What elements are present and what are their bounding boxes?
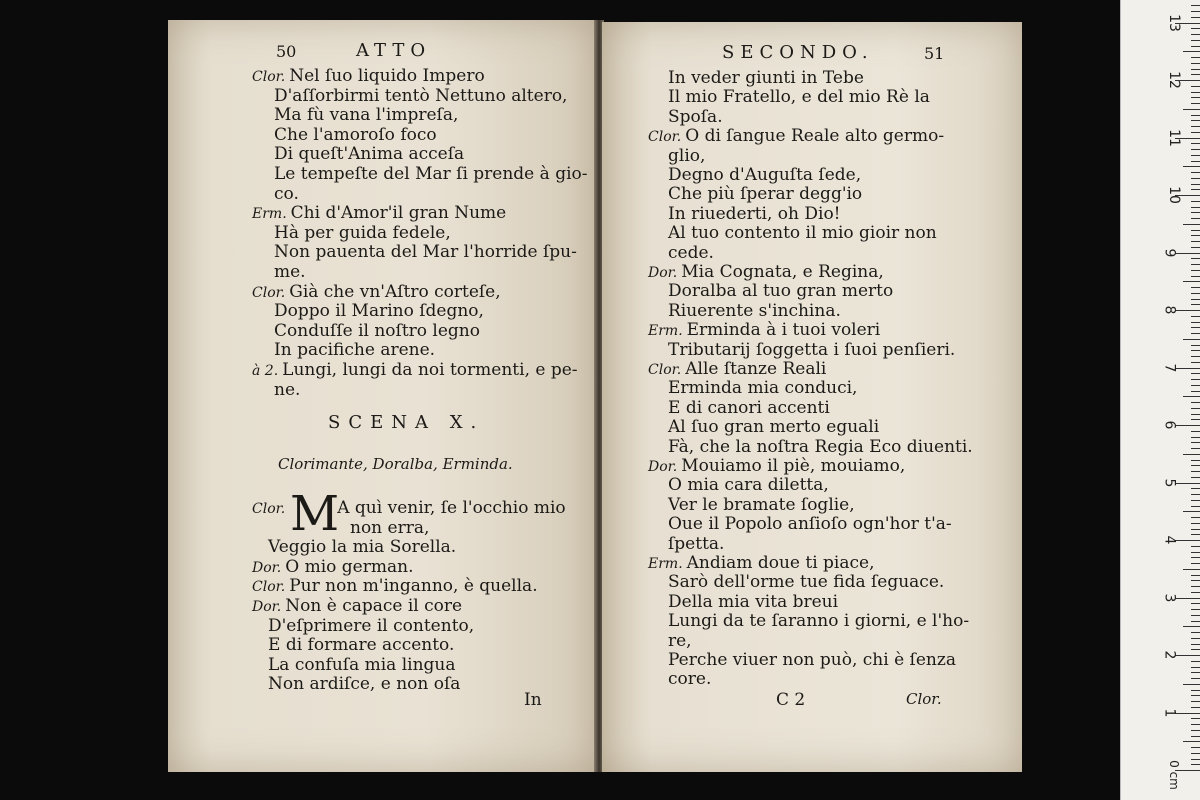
- text-line: [252, 203, 506, 224]
- right-page: [602, 22, 1022, 772]
- ruler-tick: [1183, 166, 1200, 167]
- text-line: [648, 456, 905, 477]
- ruler-tick: [1191, 546, 1200, 547]
- verse-text: Sarò dell'orme tue fida ſeguace.: [668, 572, 945, 593]
- text-line: [668, 243, 714, 263]
- text-line: [668, 417, 879, 437]
- ruler-tick: [1175, 368, 1200, 369]
- speaker-label: Clor.: [252, 69, 286, 85]
- ruler-tick: [1175, 425, 1200, 426]
- text-line: [648, 359, 826, 380]
- ruler-tick: [1191, 69, 1200, 70]
- ruler-tick: [1191, 17, 1200, 18]
- speaker-label: Erm.: [648, 323, 683, 340]
- ruler-tick: [1191, 120, 1200, 121]
- ruler-tick: [1191, 28, 1200, 29]
- ruler-tick: [1191, 736, 1200, 737]
- ruler-tick: [1191, 701, 1200, 702]
- ruler-tick: [1191, 385, 1200, 386]
- verse-text: Perche viuer non può, chi è ſenza: [668, 650, 956, 670]
- ruler-tick: [1183, 569, 1200, 570]
- ruler-tick: [1191, 471, 1200, 472]
- text-line: [274, 86, 567, 106]
- ruler-tick: [1183, 224, 1200, 225]
- verse-text: Alle ſtanze Reali: [685, 359, 827, 379]
- text-line: [274, 223, 451, 243]
- text-line: [274, 184, 299, 204]
- speaker-label: Clor.: [648, 129, 682, 146]
- ruler-tick: [1191, 442, 1200, 443]
- verse-text: Il mio Fratello, e del mio Rè la: [668, 87, 930, 108]
- ruler-unit-label: 0 cm: [1166, 760, 1181, 790]
- verse-text: O di ſangue Reale alto germo-: [685, 126, 945, 147]
- ruler-tick: [1191, 34, 1200, 35]
- ruler-tick: [1175, 310, 1200, 311]
- ruler-tick: [1191, 391, 1200, 392]
- signature-mark: C 2: [776, 690, 806, 710]
- text-line: [252, 557, 413, 578]
- verse-text: Della mia vita breui: [668, 591, 839, 612]
- ruler-tick: [1191, 373, 1200, 374]
- verse-text: Spoſa.: [668, 106, 723, 127]
- verse-text: D'eſprimere il contento,: [268, 615, 475, 636]
- verse-text: In veder giunti in Tebe: [668, 68, 864, 88]
- verse-text: Veggio la mia Sorella.: [268, 537, 457, 558]
- ruler-number: 1: [1161, 708, 1178, 717]
- ruler-number: 4: [1161, 535, 1178, 545]
- ruler-tick: [1191, 46, 1200, 47]
- text-line: [268, 674, 460, 694]
- verse-text: Mouiamo il piè, mouiamo,: [681, 456, 906, 476]
- verse-text: re,: [668, 630, 692, 651]
- measuring-ruler: [1120, 0, 1200, 800]
- ruler-tick: [1183, 741, 1200, 742]
- ruler-tick: [1191, 730, 1200, 731]
- ruler-tick: [1191, 718, 1200, 719]
- ruler-tick: [1191, 402, 1200, 403]
- verse-text: cede.: [668, 242, 714, 263]
- ruler-tick: [1191, 362, 1200, 363]
- ruler-tick: [1191, 414, 1200, 415]
- ruler-tick: [1191, 494, 1200, 495]
- verse-text: Ma fù vana l'impreſa,: [274, 105, 459, 126]
- ruler-number: 9: [1161, 248, 1178, 257]
- text-line: [668, 437, 973, 457]
- text-line: [252, 576, 538, 597]
- ruler-tick: [1191, 287, 1200, 288]
- verse-text: E di formare accento.: [268, 635, 455, 656]
- ruler-tick: [1183, 281, 1200, 282]
- text-line: [252, 282, 501, 303]
- ruler-tick: [1183, 454, 1200, 455]
- ruler-number: 11: [1165, 128, 1182, 147]
- ruler-tick: [1191, 350, 1200, 351]
- ruler-tick: [1191, 448, 1200, 449]
- ruler-tick: [1191, 437, 1200, 438]
- verse-text: A quì venir, ſe l'occhio mio: [337, 498, 566, 518]
- text-line: [274, 340, 435, 360]
- verse-text: Le tempeſte del Mar ſi prende à gio-: [274, 164, 588, 184]
- verse-text: O mio german.: [285, 556, 414, 577]
- ruler-tick: [1191, 419, 1200, 420]
- text-line: [268, 635, 454, 655]
- text-line: [274, 144, 464, 164]
- text-line: [668, 534, 724, 554]
- ruler-tick: [1191, 230, 1200, 231]
- text-line: [252, 498, 566, 519]
- verse-text: Lungi da te ſaranno i giorni, e l'ho-: [668, 611, 970, 632]
- text-line: [668, 514, 952, 534]
- ruler-tick: [1191, 57, 1200, 58]
- ruler-number: 3: [1161, 593, 1178, 602]
- text-line: [668, 398, 830, 418]
- speaker-label: Dor.: [648, 459, 678, 475]
- verse-text: non erra,: [350, 517, 430, 538]
- ruler-tick: [1183, 684, 1200, 685]
- verse-text: E di canori accenti: [668, 397, 830, 418]
- ruler-tick: [1191, 97, 1200, 98]
- ruler-tick: [1191, 178, 1200, 179]
- text-line: [668, 184, 862, 204]
- ruler-tick: [1191, 523, 1200, 524]
- text-line: [274, 125, 437, 145]
- verse-text: In riuederti, oh Dio!: [668, 203, 841, 224]
- ruler-tick: [1191, 465, 1200, 466]
- text-line: [274, 164, 588, 184]
- ruler-number: 5: [1161, 478, 1178, 487]
- verse-text: me.: [274, 262, 306, 282]
- text-line: [274, 105, 458, 125]
- ruler-tick: [1175, 540, 1200, 541]
- left-page: [168, 20, 596, 772]
- verse-text: Doralba al tuo gran merto: [668, 281, 894, 302]
- ruler-tick: [1191, 695, 1200, 696]
- ruler-number: 2: [1161, 650, 1178, 660]
- speaker-label: Dor.: [252, 559, 282, 576]
- text-line: [668, 68, 864, 88]
- verse-text: Pur non m'inganno, è quella.: [289, 576, 538, 597]
- ruler-tick: [1191, 500, 1200, 501]
- text-line: [648, 262, 884, 283]
- ruler-tick: [1191, 764, 1200, 765]
- verse-text: Nel ſuo liquido Impero: [289, 66, 485, 86]
- ruler-tick: [1191, 580, 1200, 581]
- ruler-tick: [1191, 258, 1200, 259]
- ruler-tick: [1191, 345, 1200, 346]
- ruler-tick: [1191, 667, 1200, 668]
- ruler-tick: [1191, 690, 1200, 691]
- ruler-tick: [1191, 86, 1200, 87]
- text-line: [668, 223, 937, 243]
- verse-text: Andiam doue ti piace,: [686, 553, 875, 573]
- ruler-tick: [1191, 322, 1200, 323]
- ruler-tick: [1191, 316, 1200, 317]
- text-line: [274, 380, 300, 400]
- text-line: [648, 320, 880, 341]
- ruler-tick: [1183, 339, 1200, 340]
- ruler-tick: [1191, 40, 1200, 41]
- ruler-tick: [1191, 189, 1200, 190]
- catchword-right: Clor.: [906, 690, 942, 708]
- ruler-tick: [1191, 644, 1200, 645]
- ruler-tick: [1191, 327, 1200, 328]
- verse-text: Doppo il Marino ſdegno,: [274, 301, 484, 322]
- ruler-tick: [1191, 299, 1200, 300]
- ruler-tick: [1191, 293, 1200, 294]
- ruler-tick: [1191, 408, 1200, 409]
- ruler-tick: [1175, 598, 1200, 599]
- text-line: [668, 146, 705, 166]
- ruler-tick: [1191, 638, 1200, 639]
- text-line: [668, 475, 829, 495]
- ruler-tick: [1183, 396, 1200, 397]
- text-line: [268, 537, 456, 557]
- ruler-tick: [1191, 431, 1200, 432]
- ruler-tick: [1191, 563, 1200, 564]
- text-line: [668, 650, 956, 670]
- catchword-left: In: [524, 690, 542, 710]
- ruler-tick: [1191, 63, 1200, 64]
- ruler-tick: [1191, 615, 1200, 616]
- ruler-tick: [1191, 184, 1200, 185]
- verse-text: La confuſa mia lingua: [268, 654, 456, 675]
- text-line: [668, 165, 861, 185]
- verse-text: Erminda mia conduci,: [668, 378, 858, 399]
- ruler-tick: [1191, 333, 1200, 334]
- verse-text: co.: [274, 183, 299, 204]
- speaker-label: Dor.: [648, 265, 678, 281]
- speaker-label: Clor.: [252, 284, 286, 301]
- ruler-tick: [1191, 247, 1200, 248]
- page-number-left: 50: [276, 42, 297, 61]
- ruler-tick: [1191, 207, 1200, 208]
- verse-text: Chi d'Amor'il gran Nume: [290, 203, 507, 224]
- text-line: [668, 340, 955, 360]
- ruler-tick: [1191, 143, 1200, 144]
- ruler-tick: [1191, 11, 1200, 12]
- ruler-tick: [1191, 506, 1200, 507]
- text-line: [668, 669, 711, 689]
- verse-text: In pacifiche arene.: [274, 340, 436, 361]
- ruler-number: 7: [1161, 363, 1178, 372]
- running-header-right: SECONDO.: [722, 42, 874, 63]
- ruler-tick: [1175, 253, 1200, 254]
- ruler-tick: [1191, 747, 1200, 748]
- ruler-tick: [1191, 477, 1200, 478]
- ruler-tick: [1191, 678, 1200, 679]
- speaker-label: Clor.: [252, 579, 286, 596]
- text-line: [252, 596, 462, 617]
- ruler-tick: [1191, 155, 1200, 156]
- text-line: [648, 126, 944, 147]
- ruler-tick: [1191, 672, 1200, 673]
- text-line: [668, 107, 723, 127]
- ruler-number: 6: [1161, 420, 1178, 430]
- verse-text: Oue il Popolo anſioſo ogn'hor t'a-: [668, 514, 952, 535]
- verse-text: Non ardiſce, e non oſa: [268, 674, 461, 695]
- text-line: [274, 262, 306, 282]
- speaker-label: Erm.: [252, 206, 287, 223]
- text-line: [668, 495, 855, 515]
- speaker-label: Dor.: [252, 599, 282, 615]
- ruler-tick: [1191, 270, 1200, 271]
- ruler-tick: [1191, 172, 1200, 173]
- ruler-tick: [1191, 529, 1200, 530]
- ruler-tick: [1191, 241, 1200, 242]
- verse-text: Che più ſperar degg'io: [668, 184, 863, 205]
- text-line: [668, 281, 893, 301]
- ruler-tick: [1191, 575, 1200, 576]
- text-line: [274, 242, 577, 262]
- verse-text: Non è capace il core: [285, 596, 463, 616]
- verse-text: ne.: [274, 379, 301, 400]
- scene-characters: Clorimante, Doralba, Erminda.: [278, 455, 513, 473]
- text-line: [268, 616, 474, 636]
- verse-text: core.: [668, 669, 712, 690]
- text-line: [668, 204, 841, 224]
- ruler-tick: [1191, 264, 1200, 265]
- speaker-label: Clor.: [252, 501, 286, 517]
- ruler-tick: [1191, 592, 1200, 593]
- ruler-tick: [1191, 126, 1200, 127]
- text-line: [648, 553, 875, 574]
- verse-text: Che l'amoroſo foco: [274, 124, 437, 145]
- speaker-label: à 2.: [252, 363, 279, 379]
- ruler-tick: [1191, 661, 1200, 662]
- ruler-tick: [1191, 235, 1200, 236]
- ruler-tick: [1191, 356, 1200, 357]
- verse-text: Al tuo contento il mio gioir non: [668, 223, 937, 244]
- text-line: [268, 655, 456, 675]
- text-line: [668, 378, 857, 398]
- verse-text: Tributarij ſoggetta i ſuoi penſieri.: [668, 339, 956, 360]
- page-number-right: 51: [924, 44, 945, 63]
- ruler-tick: [1191, 603, 1200, 604]
- text-line: [350, 518, 429, 538]
- verse-text: Hà per guida fedele,: [274, 222, 451, 243]
- ruler-tick: [1183, 511, 1200, 512]
- ruler-tick: [1191, 201, 1200, 202]
- ruler-tick: [1191, 632, 1200, 633]
- ruler-tick: [1191, 115, 1200, 116]
- ruler-tick: [1191, 218, 1200, 219]
- ruler-number: 13: [1165, 13, 1182, 32]
- verse-text: Non pauenta del Mar l'horride ſpu-: [274, 242, 577, 263]
- running-header-left: ATTO: [356, 40, 432, 61]
- text-line: [252, 360, 578, 381]
- ruler-tick: [1191, 103, 1200, 104]
- ruler-tick: [1191, 74, 1200, 75]
- verse-text: glio,: [668, 145, 706, 166]
- ruler-tick: [1191, 379, 1200, 380]
- ruler-tick: [1183, 51, 1200, 52]
- ruler-tick: [1191, 586, 1200, 587]
- drop-cap: M: [290, 486, 340, 542]
- ruler-tick: [1191, 552, 1200, 553]
- ruler-number: 8: [1161, 305, 1178, 315]
- ruler-tick: [1183, 626, 1200, 627]
- ruler-tick: [1191, 212, 1200, 213]
- verse-text: ſpetta.: [668, 533, 725, 554]
- ruler-tick: [1191, 557, 1200, 558]
- verse-text: Ver le bramate ſoglie,: [668, 494, 855, 515]
- ruler-tick: [1191, 149, 1200, 150]
- ruler-tick: [1191, 92, 1200, 93]
- text-line: [252, 66, 485, 87]
- ruler-tick: [1191, 460, 1200, 461]
- text-line: [668, 611, 969, 631]
- speaker-label: Erm.: [648, 556, 683, 572]
- ruler-tick: [1191, 488, 1200, 489]
- verse-text: Erminda à i tuoi voleri: [686, 320, 881, 341]
- ruler-tick: [1191, 161, 1200, 162]
- text-line: [274, 321, 480, 341]
- text-line: [668, 572, 944, 592]
- ruler-tick: [1191, 517, 1200, 518]
- ruler-tick: [1175, 483, 1200, 484]
- ruler-tick: [1191, 759, 1200, 760]
- ruler-tick: [1191, 707, 1200, 708]
- verse-text: Lungi, lungi da noi tormenti, e pe-: [282, 360, 578, 380]
- verse-text: D'aſſorbirmi tentò Nettuno altero,: [274, 85, 568, 106]
- scene-title: SCENA X.: [328, 412, 485, 433]
- text-line: [668, 301, 841, 321]
- speaker-label: Clor.: [648, 362, 682, 378]
- ruler-tick: [1191, 132, 1200, 133]
- ruler-tick: [1191, 5, 1200, 6]
- ruler-tick: [1175, 655, 1200, 656]
- verse-text: Fà, che la noſtra Regia Eco diuenti.: [668, 436, 973, 457]
- ruler-tick: [1191, 534, 1200, 535]
- ruler-tick: [1191, 724, 1200, 725]
- ruler-tick: [1191, 304, 1200, 305]
- verse-text: Degno d'Auguſta ſede,: [668, 165, 862, 185]
- verse-text: Al ſuo gran merto eguali: [668, 417, 880, 438]
- verse-text: Mia Cognata, e Regina,: [681, 262, 884, 282]
- text-line: [668, 631, 692, 651]
- ruler-tick: [1191, 621, 1200, 622]
- text-line: [668, 87, 930, 107]
- verse-text: Riuerente s'inchina.: [668, 300, 841, 321]
- ruler-tick: [1175, 713, 1200, 714]
- ruler-number: 10: [1165, 186, 1182, 204]
- verse-text: O mia cara diletta,: [668, 475, 829, 496]
- text-line: [668, 592, 838, 612]
- ruler-tick: [1191, 753, 1200, 754]
- ruler-tick: [1191, 649, 1200, 650]
- ruler-tick: [1191, 609, 1200, 610]
- ruler-tick: [1191, 276, 1200, 277]
- text-line: [274, 301, 484, 321]
- ruler-tick: [1183, 109, 1200, 110]
- verse-text: Conduſſe il noſtro legno: [274, 320, 480, 341]
- verse-text: Già che vn'Aſtro corteſe,: [289, 281, 501, 302]
- verse-text: Di queſt'Anima acceſa: [274, 144, 465, 165]
- ruler-number: 12: [1165, 71, 1182, 89]
